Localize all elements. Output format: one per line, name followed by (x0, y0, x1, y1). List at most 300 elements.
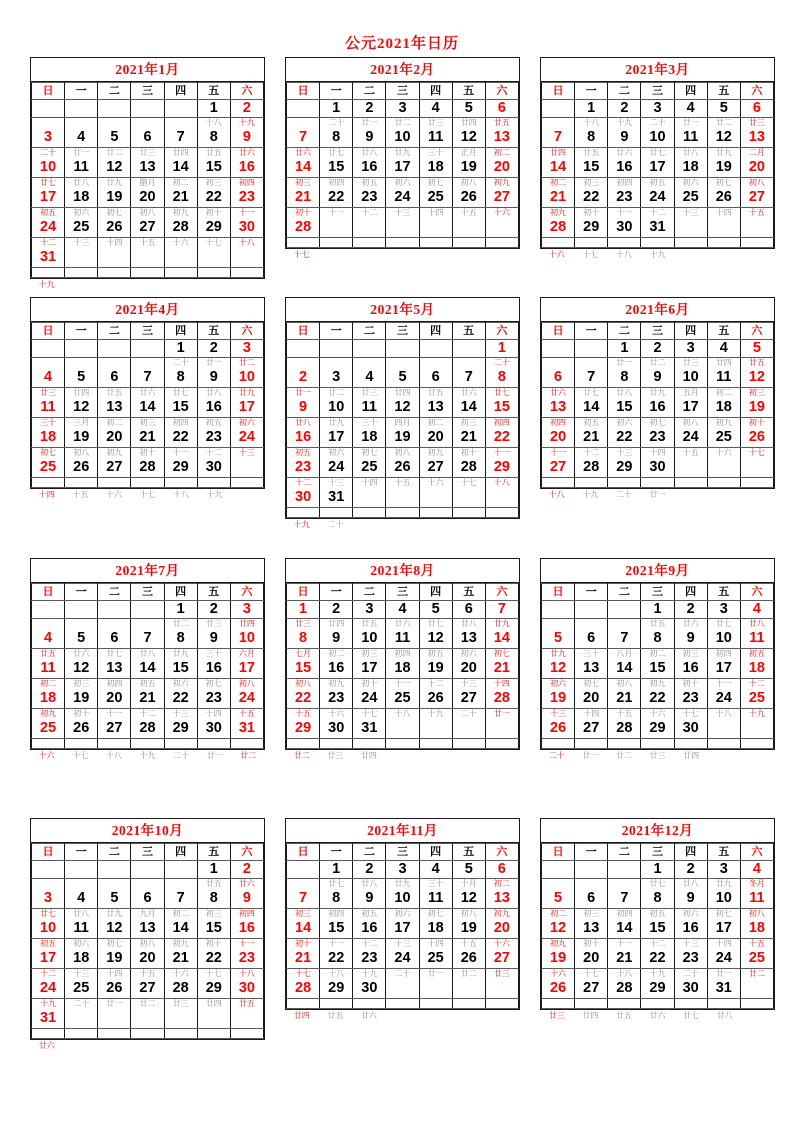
day-cell (608, 418, 641, 448)
lunar-date: 初七 (493, 649, 510, 658)
day-cell (740, 208, 773, 238)
gregorian-date: 23 (295, 459, 312, 475)
gregorian-date: 6 (110, 630, 119, 646)
empty-cell (608, 478, 641, 488)
day-cell (641, 100, 674, 118)
day-cell (608, 118, 641, 148)
day-cell (131, 601, 164, 619)
lunar-date: 十二 (649, 939, 666, 948)
day-cell (575, 448, 608, 478)
lunar-date: 十二 (361, 208, 378, 217)
weekday-header: 六 (230, 844, 263, 861)
gregorian-date: 25 (682, 189, 699, 205)
empty-cell (164, 1029, 197, 1039)
day-cell (452, 340, 485, 358)
lunar-date: 初三 (205, 909, 222, 918)
gregorian-date: 8 (653, 630, 662, 646)
lunar-date: 十二 (295, 478, 312, 487)
gregorian-date: 11 (73, 920, 89, 936)
day-cell (98, 709, 131, 739)
lunar-date: 十五 (616, 709, 633, 718)
gregorian-date: 14 (460, 399, 477, 415)
day-cell (320, 178, 353, 208)
lunar-date (419, 519, 453, 532)
lunar-date: 十四 (427, 939, 444, 948)
lunar-date: 初三 (73, 679, 90, 688)
empty-cell (575, 238, 608, 248)
weekday-header: 六 (740, 584, 773, 601)
empty-cell (575, 739, 608, 749)
week-row (287, 118, 519, 148)
empty-cell (197, 478, 230, 488)
day-cell (575, 208, 608, 238)
day-cell (287, 909, 320, 939)
gregorian-date: 3 (332, 369, 341, 385)
gregorian-date: 1 (653, 861, 662, 877)
day-cell (65, 649, 98, 679)
week-row (287, 418, 519, 448)
lunar-date: 十三 (172, 709, 189, 718)
day-cell (641, 939, 674, 969)
lunar-date (319, 249, 353, 262)
day-cell (386, 939, 419, 969)
gregorian-date: 17 (715, 660, 732, 676)
day-cell (386, 118, 419, 148)
lunar-date: 十八 (583, 118, 600, 127)
gregorian-date: 18 (748, 660, 765, 676)
day-cell (485, 208, 518, 238)
lunar-date: 十四 (493, 679, 510, 688)
gregorian-date: 17 (715, 920, 732, 936)
week-row (287, 649, 519, 679)
lunar-date: 廿八 (205, 388, 222, 397)
lunar-date: 廿五 (615, 1011, 632, 1020)
lunar-date (198, 1040, 232, 1053)
lunar-date: 初八 (460, 909, 477, 918)
week-row (32, 679, 264, 709)
week-row (287, 208, 519, 238)
week-row (542, 358, 774, 388)
lunar-date: 廿六 (682, 619, 699, 628)
lunar-date (542, 118, 574, 128)
lunar-date: 十二 (649, 208, 666, 217)
gregorian-date: 2 (242, 861, 251, 877)
weekday-header: 一 (320, 323, 353, 340)
lunar-date: 廿六 (460, 388, 477, 397)
lunar-date (741, 249, 775, 262)
day-cell (608, 601, 641, 619)
month-table (30, 57, 265, 279)
weekday-header: 二 (353, 584, 386, 601)
month-table (30, 558, 265, 750)
gregorian-date: 17 (40, 950, 57, 966)
week-row (542, 118, 774, 148)
gregorian-date: 10 (328, 399, 345, 415)
lunar-date (131, 1040, 165, 1053)
lunar-date: 廿二 (615, 751, 632, 760)
gregorian-date: 3 (653, 100, 662, 116)
weekday-header: 日 (287, 844, 320, 861)
day-cell (320, 969, 353, 999)
lunar-date: 二十 (649, 118, 666, 127)
day-cell (353, 909, 386, 939)
day-cell (32, 879, 65, 909)
lunar-date: 十七 (682, 709, 699, 718)
gregorian-date: 14 (295, 920, 312, 936)
lunar-date: 十三 (238, 448, 255, 457)
lunar-date: 初六 (238, 418, 255, 427)
gregorian-date: 24 (40, 219, 57, 235)
weekday-header: 五 (707, 844, 740, 861)
lunar-date (32, 118, 64, 128)
lunar-date: 初十 (205, 939, 222, 948)
weekday-header: 六 (230, 83, 263, 100)
day-cell (32, 969, 65, 999)
gregorian-date: 9 (242, 890, 251, 906)
empty-cell (419, 238, 452, 248)
lunar-date: 廿七 (493, 388, 510, 397)
day-cell (287, 879, 320, 909)
gregorian-date: 29 (493, 459, 510, 475)
day-cell (131, 238, 164, 268)
lunar-date: 十五 (748, 939, 765, 948)
gregorian-date: 16 (205, 660, 222, 676)
weekday-header: 二 (608, 584, 641, 601)
gregorian-date: 4 (752, 861, 761, 877)
weekday-header: 五 (707, 584, 740, 601)
weekday-header: 五 (197, 584, 230, 601)
week-row (287, 879, 519, 909)
gregorian-date: 7 (143, 369, 152, 385)
lunar-date: 十四 (427, 208, 444, 217)
lunar-date: 初三 (460, 418, 477, 427)
lunar-date: 十三 (682, 208, 699, 217)
lunar-date: 初四 (238, 909, 255, 918)
gregorian-date: 19 (106, 189, 123, 205)
lunar-date: 廿六 (238, 148, 255, 157)
gregorian-date: 21 (493, 660, 510, 676)
lunar-date: 初十 (73, 709, 90, 718)
lunar-date: 廿二 (139, 999, 156, 1008)
lunar-date: 廿八 (73, 909, 90, 918)
lunar-date: 初七 (106, 208, 123, 217)
gregorian-date: 10 (715, 890, 732, 906)
day-cell (542, 448, 575, 478)
lunar-date: 十五 (394, 478, 411, 487)
empty-cell (32, 1029, 65, 1039)
gregorian-date: 17 (238, 660, 255, 676)
empty-cell (674, 478, 707, 488)
empty-cell (485, 739, 518, 749)
day-cell (740, 879, 773, 909)
gregorian-date: 1 (176, 601, 185, 617)
weekday-header: 四 (419, 83, 452, 100)
gregorian-date: 16 (616, 159, 633, 175)
lunar-date: 廿九 (649, 388, 666, 397)
day-cell (386, 909, 419, 939)
gregorian-date: 6 (431, 369, 440, 385)
lunar-date: 十七 (582, 250, 599, 259)
day-cell (707, 448, 740, 478)
day-cell (230, 969, 263, 999)
day-cell (419, 148, 452, 178)
lunar-date: 廿三 (748, 118, 765, 127)
gregorian-date: 26 (715, 189, 732, 205)
lunar-date (386, 519, 420, 532)
lunar-date: 廿九 (715, 148, 732, 157)
lunar-date: 廿四 (550, 148, 567, 157)
weekday-header: 日 (32, 323, 65, 340)
lunar-date (486, 519, 520, 532)
gregorian-date: 15 (616, 399, 633, 415)
day-cell (707, 679, 740, 709)
day-cell (485, 649, 518, 679)
lunar-date: 廿八 (361, 148, 378, 157)
month-table (285, 558, 520, 750)
lunar-date: 十九 (293, 520, 310, 529)
month-title: 2021年10月 (31, 819, 264, 843)
lunar-date: 十四 (106, 238, 123, 247)
gregorian-date: 23 (682, 950, 699, 966)
day-cell (164, 709, 197, 739)
day-cell (419, 118, 452, 148)
gregorian-date: 18 (394, 660, 411, 676)
week-row (542, 879, 774, 909)
gregorian-date: 20 (493, 920, 510, 936)
gregorian-date: 15 (493, 399, 510, 415)
lunar-date: 初七 (583, 679, 600, 688)
gregorian-date: 12 (427, 630, 444, 646)
lunar-date: 廿四 (172, 148, 189, 157)
lunar-date: 十八 (238, 238, 255, 247)
lunar-date: 初八 (748, 909, 765, 918)
lunar-date: 初五 (649, 178, 666, 187)
lunar-date: 初五 (583, 418, 600, 427)
gregorian-date: 12 (106, 159, 123, 175)
gregorian-date: 7 (620, 890, 629, 906)
day-cell (98, 619, 131, 649)
gregorian-date: 3 (686, 340, 695, 356)
month-grid (541, 583, 774, 749)
gregorian-date: 13 (139, 920, 156, 936)
day-cell (164, 208, 197, 238)
day-cell (32, 909, 65, 939)
gregorian-date: 5 (554, 630, 563, 646)
lunar-date (453, 358, 485, 368)
lunar-date (287, 358, 319, 368)
lunar-date: 廿一 (616, 358, 633, 367)
gregorian-date: 13 (106, 660, 123, 676)
lunar-date: 初七 (715, 909, 732, 918)
day-cell (542, 418, 575, 448)
day-cell (98, 939, 131, 969)
day-cell (287, 340, 320, 358)
weekday-header: 四 (419, 323, 452, 340)
lunar-date (486, 1010, 520, 1023)
day-cell (641, 448, 674, 478)
gregorian-date: 12 (715, 129, 732, 145)
lunar-date: 廿二 (238, 358, 255, 367)
day-cell (575, 358, 608, 388)
gregorian-date: 22 (649, 950, 666, 966)
day-cell (353, 358, 386, 388)
day-cell (707, 418, 740, 448)
day-cell (353, 601, 386, 619)
gregorian-date: 24 (361, 690, 378, 706)
gregorian-date: 21 (583, 429, 600, 445)
day-cell (32, 448, 65, 478)
day-cell (164, 861, 197, 879)
day-cell (575, 879, 608, 909)
lunar-date: 初六 (682, 178, 699, 187)
day-cell (452, 709, 485, 739)
day-cell (542, 358, 575, 388)
gregorian-date: 20 (583, 950, 600, 966)
lunar-date (486, 249, 520, 262)
month-12 (540, 818, 775, 1023)
gregorian-date: 11 (749, 890, 765, 906)
day-cell (641, 418, 674, 448)
lunar-date: 十一 (238, 208, 255, 217)
weekday-header: 五 (707, 323, 740, 340)
day-cell (353, 649, 386, 679)
lunar-date: 二十 (328, 118, 345, 127)
lunar-date: 廿五 (583, 148, 600, 157)
weekday-header: 日 (287, 83, 320, 100)
day-cell (608, 969, 641, 999)
day-cell (32, 861, 65, 879)
gregorian-date: 16 (649, 399, 666, 415)
day-cell (386, 679, 419, 709)
empty-cell (287, 739, 320, 749)
day-cell (353, 709, 386, 739)
day-cell (452, 939, 485, 969)
gregorian-date: 8 (209, 129, 218, 145)
lunar-date: 初二 (715, 388, 732, 397)
weekday-header: 二 (98, 844, 131, 861)
month-title: 2021年4月 (31, 298, 264, 322)
weekday-header: 三 (641, 83, 674, 100)
lunar-date: 初五 (748, 649, 765, 658)
empty-row (542, 238, 774, 248)
empty-cell (707, 739, 740, 749)
gregorian-date: 28 (616, 720, 633, 736)
lunar-date: 十七 (139, 490, 156, 499)
gregorian-date: 26 (550, 980, 567, 996)
lunar-date (165, 118, 197, 128)
day-cell (452, 969, 485, 999)
lunar-date: 廿七 (683, 1011, 700, 1020)
gregorian-date: 25 (40, 459, 57, 475)
day-cell (386, 969, 419, 999)
empty-cell (32, 739, 65, 749)
empty-cell (98, 478, 131, 488)
day-cell (131, 118, 164, 148)
empty-cell (674, 999, 707, 1009)
weekday-header: 一 (575, 323, 608, 340)
gregorian-date: 20 (550, 429, 567, 445)
lunar-date: 初八 (295, 679, 312, 688)
gregorian-date: 26 (550, 720, 567, 736)
gregorian-date: 10 (40, 159, 57, 175)
gregorian-date: 31 (715, 980, 732, 996)
lunar-date: 廿九 (493, 619, 510, 628)
day-cell (419, 879, 452, 909)
day-cell (542, 100, 575, 118)
day-cell (230, 601, 263, 619)
day-cell (131, 358, 164, 388)
day-cell (320, 118, 353, 148)
gregorian-date: 28 (493, 690, 510, 706)
month-title: 2021年6月 (541, 298, 774, 322)
day-cell (674, 340, 707, 358)
day-cell (32, 619, 65, 649)
gregorian-date: 21 (616, 690, 633, 706)
gregorian-date: 21 (295, 189, 312, 205)
weekday-header: 二 (353, 83, 386, 100)
lunar-date: 初二 (550, 178, 567, 187)
day-cell (98, 100, 131, 118)
day-cell (287, 148, 320, 178)
gregorian-date: 4 (431, 100, 440, 116)
lunar-date: 十五 (139, 238, 156, 247)
gregorian-date: 30 (328, 720, 345, 736)
day-cell (674, 100, 707, 118)
week-row (32, 999, 264, 1029)
lunar-date: 初九 (550, 939, 567, 948)
lunar-date (575, 358, 607, 368)
lunar-date: 十八 (173, 490, 190, 499)
day-cell (485, 100, 518, 118)
day-cell (707, 709, 740, 739)
lunar-date (741, 1010, 775, 1023)
empty-cell (641, 739, 674, 749)
day-cell (65, 969, 98, 999)
lunar-date (453, 1010, 487, 1023)
gregorian-date: 30 (682, 980, 699, 996)
gregorian-date: 27 (493, 950, 510, 966)
lunar-date: 初八 (139, 939, 156, 948)
month-table (285, 297, 520, 519)
day-cell (419, 340, 452, 358)
weekday-header: 二 (353, 323, 386, 340)
gregorian-date: 23 (205, 690, 222, 706)
month-title: 2021年2月 (286, 58, 519, 82)
gregorian-date: 12 (106, 920, 123, 936)
day-cell (608, 340, 641, 358)
lunar-date: 初四 (328, 178, 345, 187)
day-cell (740, 619, 773, 649)
day-cell (131, 939, 164, 969)
gregorian-date: 13 (139, 159, 156, 175)
gregorian-date: 6 (587, 630, 596, 646)
day-cell (542, 679, 575, 709)
gregorian-date: 5 (398, 369, 407, 385)
gregorian-date: 20 (460, 660, 477, 676)
day-cell (740, 969, 773, 999)
lunar-date: 廿三 (205, 619, 222, 628)
gregorian-date: 6 (143, 129, 152, 145)
lunar-date (65, 619, 97, 629)
lunar-date: 初二 (550, 909, 567, 918)
day-cell (542, 879, 575, 909)
month-grid (286, 322, 519, 518)
lunar-date: 三十 (361, 418, 378, 427)
day-cell (287, 478, 320, 508)
gregorian-date: 17 (394, 920, 411, 936)
day-cell (575, 909, 608, 939)
day-cell (608, 879, 641, 909)
